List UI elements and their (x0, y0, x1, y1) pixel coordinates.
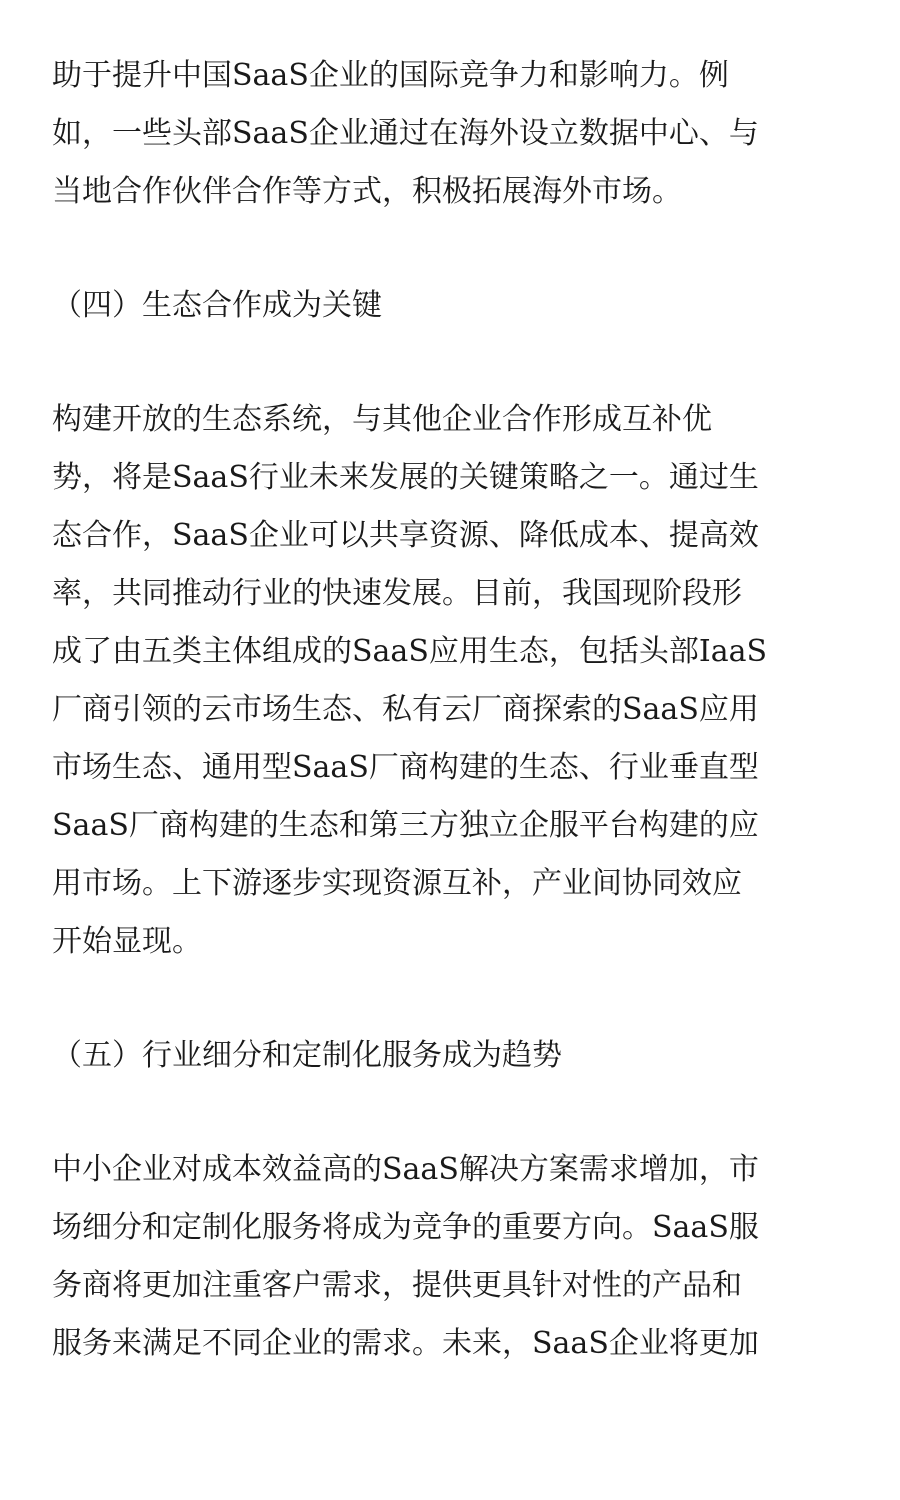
section-heading-ecosystem: （四）生态合作成为关键 (52, 288, 382, 323)
paragraph-line: SaaS厂商构建的生态和第三方独立企服平台构建的应 (52, 808, 759, 843)
paragraph-international-competitiveness (52, 47, 848, 221)
paragraph-line: 如，一些头部SaaS企业通过在海外设立数据中心、与 (52, 116, 759, 151)
paragraph-customization (52, 1141, 848, 1373)
paragraph-spacer (52, 221, 848, 277)
paragraph-line: 率，共同推动行业的快速发展。目前，我国现阶段形 (52, 576, 742, 611)
paragraph-spacer (52, 1085, 848, 1141)
paragraph-line: 市场生态、通用型SaaS厂商构建的生态、行业垂直型 (52, 750, 759, 785)
paragraph-spacer (52, 971, 848, 1027)
paragraph-line: 态合作，SaaS企业可以共享资源、降低成本、提高效 (52, 518, 759, 553)
paragraph-line: 服务来满足不同企业的需求。未来，SaaS企业将更加 (52, 1326, 759, 1361)
paragraph-line: 构建开放的生态系统，与其他企业合作形成互补优 (52, 402, 712, 437)
section-heading-customization: （五）行业细分和定制化服务成为趋势 (52, 1038, 562, 1073)
paragraph-line: 势，将是SaaS行业未来发展的关键策略之一。通过生 (52, 460, 759, 495)
paragraph-line: 场细分和定制化服务将成为竞争的重要方向。SaaS服 (52, 1210, 759, 1245)
paragraph-line: 成了由五类主体组成的SaaS应用生态，包括头部IaaS (52, 634, 768, 669)
paragraph-line: 厂商引领的云市场生态、私有云厂商探索的SaaS应用 (52, 692, 759, 727)
paragraph-line: 开始显现。 (52, 924, 202, 959)
paragraph-line: 助于提升中国SaaS企业的国际竞争力和影响力。例 (52, 58, 729, 93)
paragraph-line: 用市场。上下游逐步实现资源互补，产业间协同效应 (52, 866, 742, 901)
paragraph-line: 务商将更加注重客户需求，提供更具针对性的产品和 (52, 1268, 742, 1303)
paragraph-line: 中小企业对成本效益高的SaaS解决方案需求增加，市 (52, 1152, 759, 1187)
paragraph-ecosystem (52, 391, 848, 971)
paragraph-spacer (52, 335, 848, 391)
paragraph-line: 当地合作伙伴合作等方式，积极拓展海外市场。 (52, 174, 682, 209)
